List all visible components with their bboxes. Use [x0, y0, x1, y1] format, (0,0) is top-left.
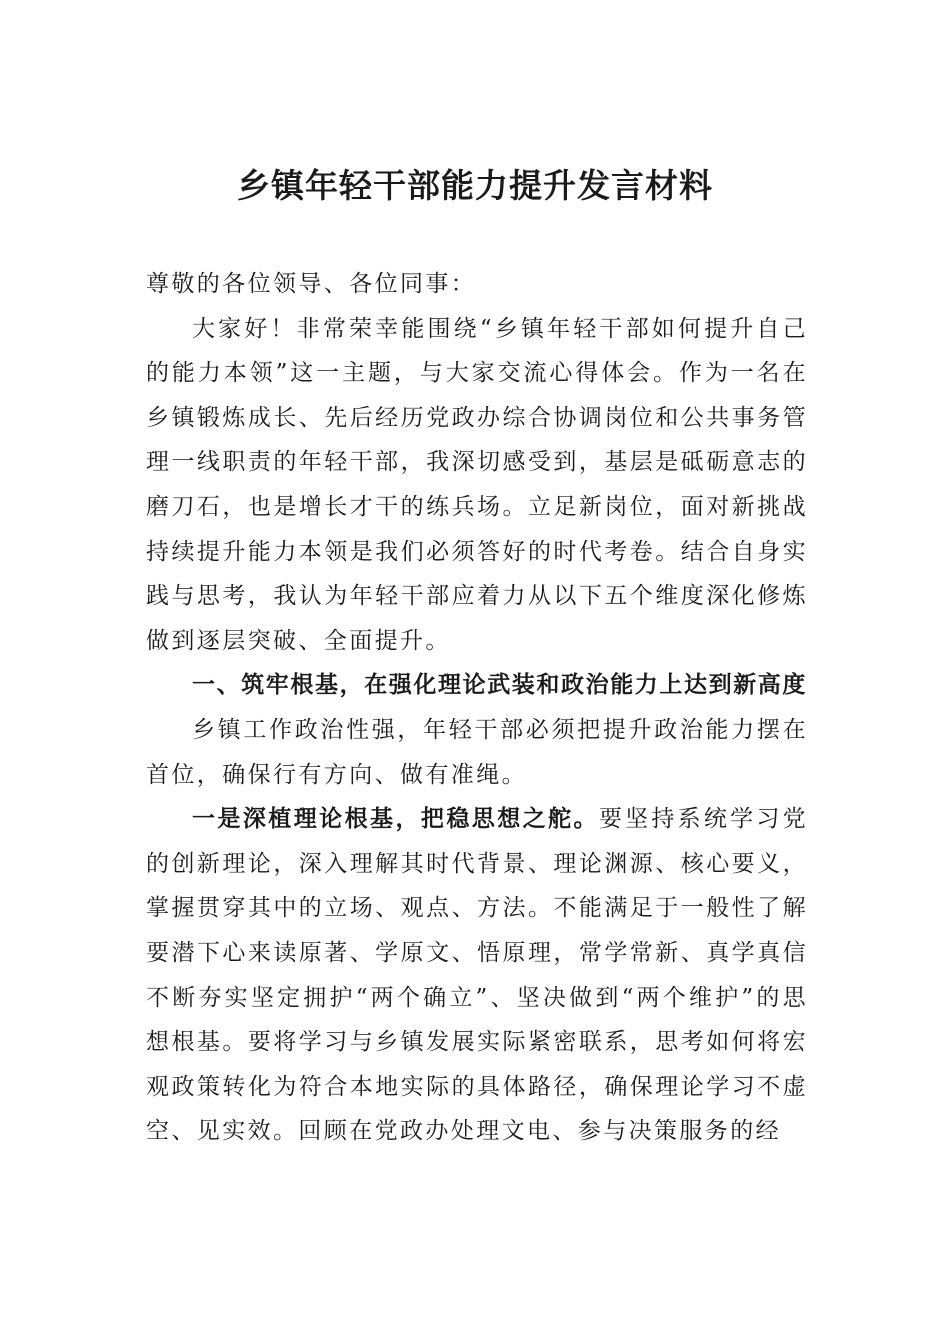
document-title: 乡镇年轻干部能力提升发言材料 [237, 166, 713, 205]
intro-paragraph: 大家好！非常荣幸能围绕“乡镇年轻干部如何提升自己的能力本领”这一主题，与大家交流心得体会。作为一名在乡镇锻炼成长、先后经历党政办综合协调岗位和公共事务管理一线职责的年轻干部，我深切感受到，基层是砥砺意志的磨刀石，也是增长才干的练兵场。立足新岗位，面对新挑战持续提升能力本领是我们必须答好的时代考卷。结合自身实践与思考，我认为年轻干部应着力从以下五个维度深化修炼做到逐层突破、全面提升。 [146, 315, 808, 654]
section-heading: 一、筑牢根基，在强化理论武装和政治能力上达到新高度 [192, 672, 807, 699]
point-paragraph [146, 797, 808, 1154]
point-lead-bold: 一是深植理论根基，把稳思想之舵。 [192, 806, 599, 833]
salutation: 尊敬的各位领导、各位同事： [146, 271, 477, 297]
point-body-text: 要坚持系统学习党的创新理论，深入理解其时代背景、理论渊源、核心要义，掌握贯穿其中的立场、观点、方法。不能满足于一般性了解要潜下心来读原著、学原文、悟原理，常学常新、真学真信不断夯实坚定拥护“两个确立”、坚决做到“两个维护”的思想根基。要将学习与乡镇发展实际紧密联系，思考如何将宏观政策转化为符合本地实际的具体路径，确保理论学习不虚空、见实效。回顾在党政办处理文电、参与决策服务的经 [146, 806, 808, 1145]
document-body [146, 262, 808, 1154]
section-lead-paragraph: 乡镇工作政治性强，年轻干部必须把提升政治能力摆在首位，确保行有方向、做有准绳。 [146, 716, 808, 788]
